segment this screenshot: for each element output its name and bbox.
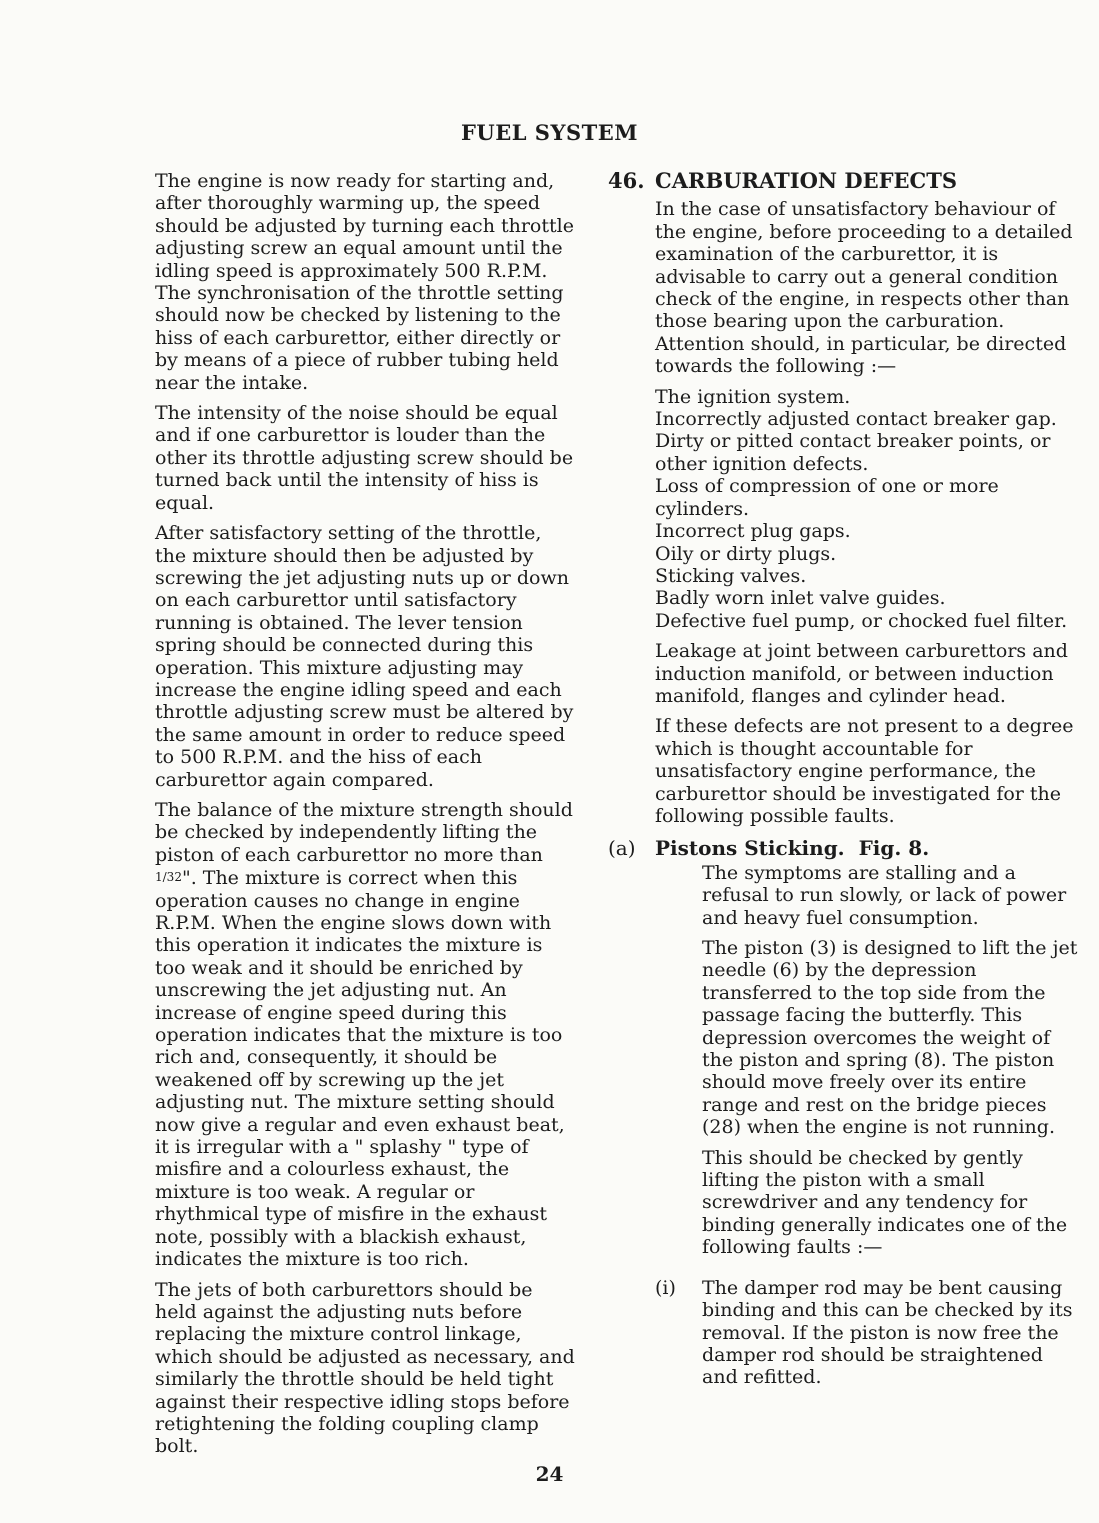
piston-paragraph: The piston (3) is designed to lift the jet needle (6) by the depression transferred to the top side from the passage facing the butterfly. This depression overcomes the weight of the piston and spring (8). The piston should move freely over its entire range and rest on the bridge pieces (28) when the engine is not running. xyxy=(702,937,1078,1139)
subsection-body xyxy=(655,862,1078,1389)
paragraph-mixture-balance xyxy=(155,799,575,1271)
left-column xyxy=(155,170,575,1466)
section-heading xyxy=(608,170,1078,192)
section-body xyxy=(655,198,1078,827)
list-item: Incorrectly adjusted contact breaker gap. xyxy=(655,408,1057,431)
section-title: CARBURATION DEFECTS xyxy=(655,168,958,193)
right-column xyxy=(608,170,1078,1389)
paragraph-noise: The intensity of the noise should be equal and if one carburettor is louder than the other its throttle adjusting screw should be turned back until the intensity of hiss is equal. xyxy=(155,402,574,514)
subsection-label: (a) xyxy=(608,836,636,861)
subsection-heading xyxy=(608,837,1078,859)
list-item: Defective fuel pump, or chocked fuel filter. xyxy=(655,609,1068,632)
mixture-text-after: ". The mixture is correct when this operation causes no change in engine R.P.M. When the engine slows down with this operation it indicates the mixture is too weak and it should be enriched by unscrewing the jet adjusting nut. An increase of engine speed during this operation indicates that the mixture is too rich and, consequently, it should be weakened off by screwing up the jet adjusting nut. The mixture setting should now give a regular and even exhaust beat, it is irregular with a " splashy " type of misfire and a colourless exhaust, the mixture is too weak. A regular or rhythmical type of misfire in the exhaust note, possibly with a blackish exhaust, indicates the mixture is too rich. xyxy=(155,867,565,1271)
mixture-text-before: The balance of the mixture strength should be checked by independently lifting the piston of each carburettor no more than xyxy=(155,798,573,866)
subsection-text xyxy=(702,862,1078,1259)
paragraph-jets: The jets of both carburettors should be held against the adjusting nuts before replacing the mixture control linkage, which should be adjusted as necessary, and similarly the throttle should be held tight against their respective idling stops before retightening the folding coupling clamp bolt. xyxy=(155,1278,575,1458)
fraction-one-thirty-second: 1/32 xyxy=(155,870,182,885)
list-item: Oily or dirty plugs. xyxy=(655,542,837,565)
section-number: 46. xyxy=(608,168,645,193)
symptoms-paragraph: The symptoms are stalling and a refusal to run slowly, or lack of power and heavy fuel consumption. xyxy=(702,861,1067,929)
page-number: 24 xyxy=(535,1462,564,1486)
fault-label: (i) xyxy=(655,1276,676,1299)
page-title: FUEL SYSTEM xyxy=(460,120,638,145)
paragraph-starting: The engine is now ready for starting and, after thoroughly warming up, the speed should be adjusted by turning each throttle adjusting screw an equal amount until the idling speed is approximately 500 R.P.M. The synchronisation of the throttle setting should now be checked by listening to the hiss of each carburettor, either directly or by means of a piece of rubber tubing held near the intake. xyxy=(155,170,574,394)
attention-paragraph: Attention should, in particular, be directed towards the following :— xyxy=(655,332,1067,378)
if-defects-paragraph: If these defects are not present to a degree which is thought accountable for unsatisfactory engine performance, the carburettor should be investigated for the following possible faults. xyxy=(655,715,1074,827)
paragraph-mixture-adjust: After satisfactory setting of the throttle, the mixture should then be adjusted by screwing the jet adjusting nuts up or down on each carburettor until satisfactory running is obtained. The lever tension spring should be connected during this operation. This mixture adjusting may increase the engine idling speed and each throttle adjusting screw must be altered by the same amount in order to reduce speed to 500 R.P.M. and the hiss of each carburettor again compared. xyxy=(155,522,574,791)
list-item: The ignition system. xyxy=(655,385,851,408)
list-item: Dirty or pitted contact breaker points, or other ignition defects. xyxy=(655,430,1051,475)
intro-paragraph: In the case of unsatisfactory behaviour of the engine, before proceeding to a detailed examination of the carburettor, it is advisable to carry out a general condition check of the engine, in respects other than those bearing upon the carburation. xyxy=(655,198,1073,333)
leakage-paragraph: Leakage at joint between carburettors and induction manifold, or between induction manifold, flanges and cylinder head. xyxy=(655,640,1068,707)
list-item: Badly worn inlet valve guides. xyxy=(655,587,946,610)
check-paragraph: This should be checked by gently lifting the piston with a small screwdriver and any tendency for binding generally indicates one of the following faults :— xyxy=(702,1146,1068,1259)
list-item: Incorrect plug gaps. xyxy=(655,520,851,543)
list-item: Loss of compression of one or more cylinders. xyxy=(655,475,999,520)
figure-reference: Fig. 8. xyxy=(858,836,930,861)
check-list xyxy=(655,386,1078,632)
subsection-title: Pistons Sticking. xyxy=(655,836,845,861)
list-item: Sticking valves. xyxy=(655,564,807,587)
fault-item xyxy=(655,1277,1078,1389)
fault-text: The damper rod may be bent causing binding and this can be checked by its removal. If the piston is now free the damper rod should be straightened and refitted. xyxy=(702,1276,1073,1389)
